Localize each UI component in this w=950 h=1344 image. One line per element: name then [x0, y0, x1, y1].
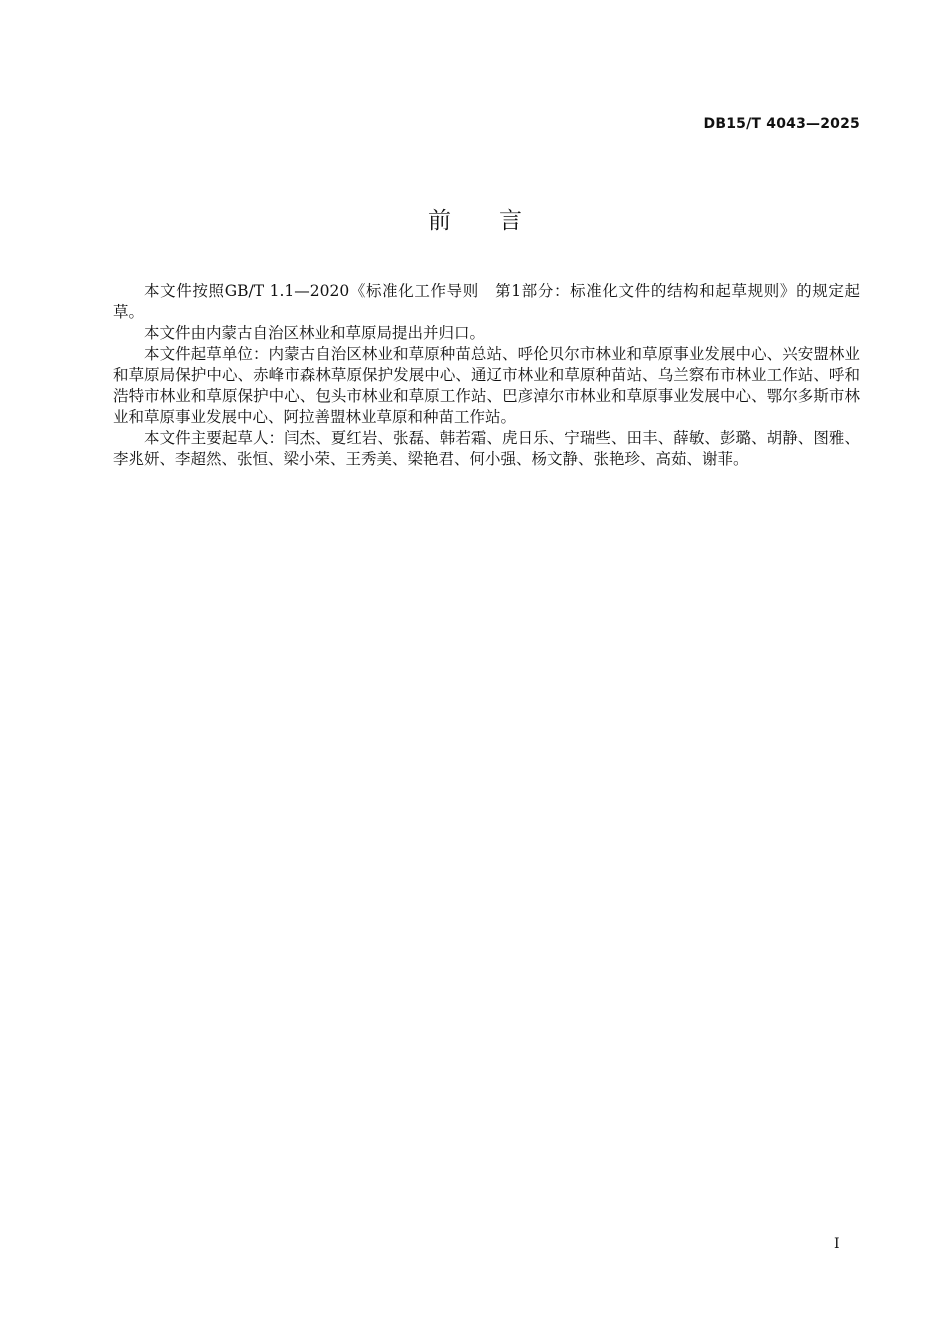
- paragraph-drafters: 本文件主要起草人：闫杰、夏红岩、张磊、韩若霜、虎日乐、宁瑞些、田丰、薛敏、彭璐、胡静、图雅、李兆妍、李超然、张恒、梁小荣、王秀美、梁艳君、何小强、杨文静、张艳珍、高茹、谢菲。: [113, 429, 860, 468]
- paragraph-drafting-rules: 本文件按照GB/T 1.1—2020《标准化工作导则 第1部分：标准化文件的结构和起草规则》的规定起草。: [113, 282, 860, 321]
- paragraph-proposer: 本文件由内蒙古自治区林业和草原局提出并归口。: [144, 324, 486, 342]
- document-code: DB15/T 4043—2025: [703, 116, 860, 132]
- paragraph-drafting-units: 本文件起草单位：内蒙古自治区林业和草原种苗总站、呼伦贝尔市林业和草原事业发展中心、兴安盟林业和草原局保护中心、赤峰市森林草原保护发展中心、通辽市林业和草原种苗站、乌兰察布市林业工作站、呼和浩特市林业和草原保护中心、包头市林业和草原工作站、巴彦淖尔市林业和草原事业发展中心、鄂尔多斯市林业和草原事业发展中心、阿拉善盟林业草原和种苗工作站。: [113, 345, 860, 426]
- page-title: 前言: [428, 208, 570, 234]
- foreword-body: [113, 281, 860, 470]
- page-number: I: [834, 1236, 840, 1252]
